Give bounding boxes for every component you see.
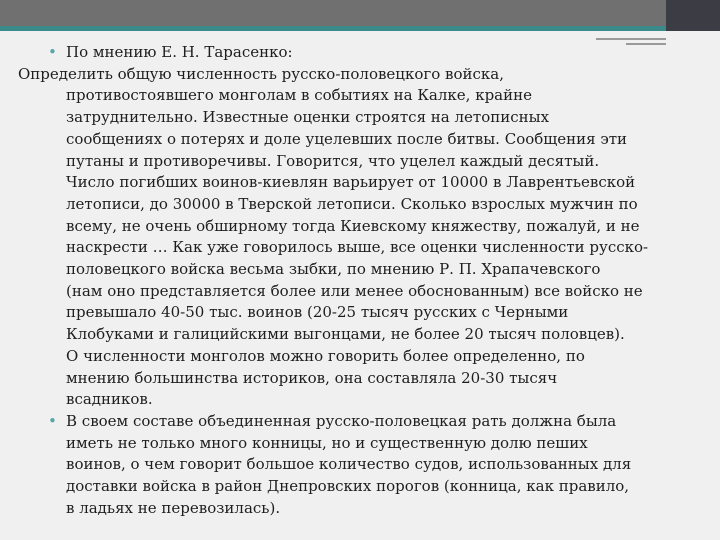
header-band <box>0 0 720 26</box>
bullet-icon: • <box>48 411 57 430</box>
corner-decoration <box>666 0 720 31</box>
accent-band <box>0 26 720 31</box>
paragraph-3-text: В своем составе объединенная русско-половецкая рать должна была иметь не только много конницы, но и существенную долю пеших воинов, о чем говорит большое количество судов, использованных для доставки войска в район Днепровских порогов (конница, как правило, в ладьях не перевозилась). <box>66 411 632 517</box>
decorative-line <box>596 38 666 40</box>
bullet-paragraph-1 <box>18 42 688 64</box>
slide-body <box>18 42 688 519</box>
bullet-paragraph-3 <box>18 411 688 520</box>
bullet-icon: • <box>48 43 57 61</box>
paragraph-1-text: По мнению Е. Н. Тарасенко: <box>66 43 293 61</box>
paragraph-2: Определить общую численность русско-половецкого войска, противостоявшего монголам в событиях на Калке, крайне затруднительно. Известные оценки строятся на летописных сообщениях о потерях и доле уцелевших после битвы. Сообщения эти путаны и противоречивы. Говорится, что уцелел каждый десятый. Число погибших воинов-киевлян варьирует от 10000 в Лаврентьевской летописи, до 30000 в Тверской летописи. Сколько взрослых мужчин по всему, не очень обширному тогда Киевскому княжеству, пожалуй, и не наскрести … Как уже говорилось выше, все оценки численности русско- половецкого войска весьма зыбки, по мнению Р. П. Храпачевского (нам оно представляется более или менее обоснованным) все войско не превышало 40-50 тыс. воинов (20-25 тысяч русских с Черными Клобуками и галицийскими выгонцами, не более 20 тысяч половцев). О численности монголов можно говорить более определенно, по мнению большинства историков, она составляла 20-30 тысяч всадников. <box>18 64 649 409</box>
